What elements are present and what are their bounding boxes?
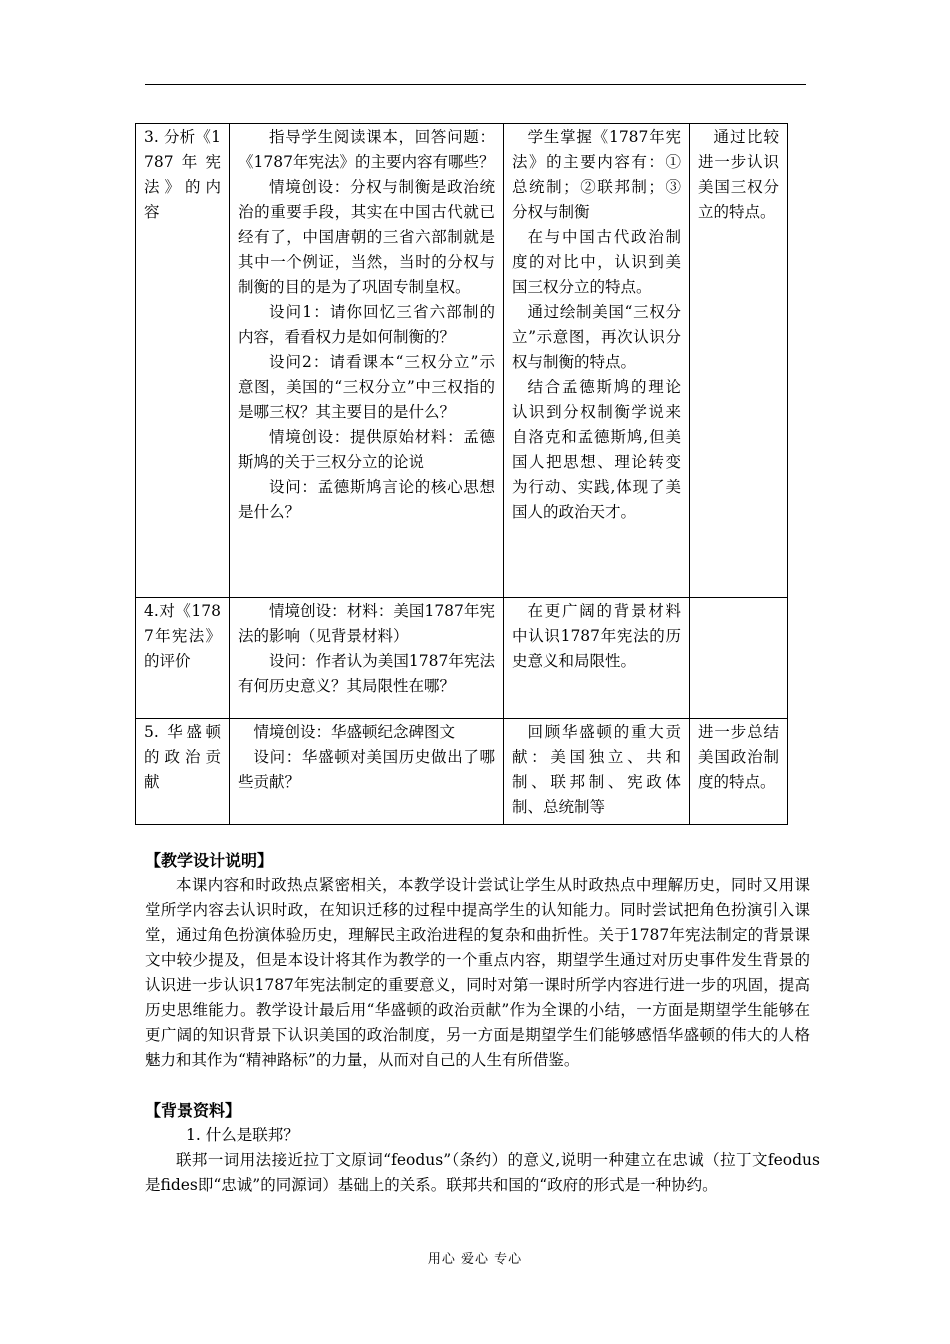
student-activity-line: 回顾华盛顿的重大贡献：美国独立、共和制、联邦制、宪政体制、总统制等 [512,723,681,816]
teacher-activity-line: 情境创设：分权与制衡是政治统治的重要手段，其实在中国古代就已经有了，中国唐朝的三省六部制就是其中一个例证，当然，当时的分权与制衡的目的是为了巩固专制皇权。 [238,178,495,296]
teacher-activity-line: 设问1：请你回忆三省六部制的内容，看看权力是如何制衡的？ [238,303,495,346]
topic-cell: 4.对《1787年宪法》的评价 [136,598,230,719]
design-notes-heading: 【教学设计说明】 [145,851,274,870]
student-activity-line: 在更广阔的背景材料中认识1787年宪法的历史意义和局限性。 [512,602,681,670]
design-intent-cell: 进一步总结美国政治制度的特点。 [690,719,788,825]
table-row [136,598,788,719]
teacher-activity-line: 设问2：请看课本“三权分立”示意图，美国的“三权分立”中三权指的是哪三权？其主要目的是什么？ [238,353,495,421]
table-row [136,124,788,598]
teacher-activity-line: 情境创设：华盛顿纪念碑图文 [253,723,456,741]
student-activity-cell [504,598,690,719]
teacher-activity-line: 情境创设：材料：美国1787年宪法的影响（见背景材料） [238,602,495,645]
design-notes-body: 本课内容和时政热点紧密相关，本教学设计尝试让学生从时政热点中理解历史，同时又用课堂所学内容去认识时政，在知识迁移的过程中提高学生的认知能力。同时尝试把角色扮演引入课堂，通过角色扮演体验历史，理解民主政治进程的复杂和曲折性。关于1787年宪法制定的背景课文中较少提及，但是本设计将其作为教学的一个重点内容，期望学生通过对历史事件发生背景的认识进一步认识1787年宪法制定的重要意义，同时对第一课时所学内容进行进一步的巩固，提高历史思维能力。教学设计最后用“华盛顿的政治贡献”作为全课的小结，一方面是期望学生能够在更广阔的知识背景下认识美国的政治制度，另一方面是期望学生们能够感悟华盛顿的伟大的人格魅力和其作为“精神路标”的力量，从而对自己的人生有所借鉴。 [145,876,810,1069]
student-activity-cell [504,124,690,598]
topic-cell: 3. 分析《1787年宪法》的内容 [136,124,230,598]
teacher-activity-line: 设问：作者认为美国1787年宪法有何历史意义？其局限性在哪？ [238,652,495,695]
header-rule [145,84,806,85]
teacher-activity-cell [230,598,504,719]
student-activity-cell [504,719,690,825]
student-activity-line: 学生掌握《1787年宪法》的主要内容有：①总统制；②联邦制；③分权与制衡 [512,128,681,221]
design-intent-cell [690,598,788,719]
student-activity-line: 通过绘制美国“三权分立”示意图，再次认识分权与制衡的特点。 [512,303,681,371]
lesson-plan-table [135,123,788,825]
teacher-activity-line: 设问：华盛顿对美国历史做出了哪些贡献？ [238,748,495,791]
table-row [136,719,788,825]
design-intent-cell: 通过比较进一步认识美国三权分立的特点。 [690,124,788,598]
topic-cell: 5. 华盛顿的政治贡献 [136,719,230,825]
teacher-activity-line: 情境创设：提供原始材料：孟德斯鸠的关于三权分立的论说 [238,428,495,471]
student-activity-line: 在与中国古代政治制度的对比中，认识到美国三权分立的特点。 [512,228,681,296]
teacher-activity-cell [230,124,504,598]
background-heading: 【背景资料】 [145,1101,242,1120]
teacher-activity-line: 指导学生阅读课本，回答问题：《1787年宪法》的主要内容有哪些？ [238,128,495,171]
background-paragraph: 联邦一词用法接近拉丁文原词“feodus”（条约）的意义,说明一种建立在忠诚（拉丁文feodus是fides即“忠诚”的同源词）基础上的关系。联邦共和国的“政府的形式是一种协约。 [145,1151,820,1194]
background-question: 1. 什么是联邦？ [186,1126,299,1144]
teacher-activity-line: 设问：孟德斯鸠言论的核心思想是什么？ [238,478,495,521]
teacher-activity-cell [230,719,504,825]
page-footer: 用心 爱心 专心 [427,1252,523,1267]
student-activity-line: 结合孟德斯鸠的理论认识到分权制衡学说来自洛克和孟德斯鸠,但美国人把思想、理论转变为行动、实践,体现了美国人的政治天才。 [512,378,681,521]
